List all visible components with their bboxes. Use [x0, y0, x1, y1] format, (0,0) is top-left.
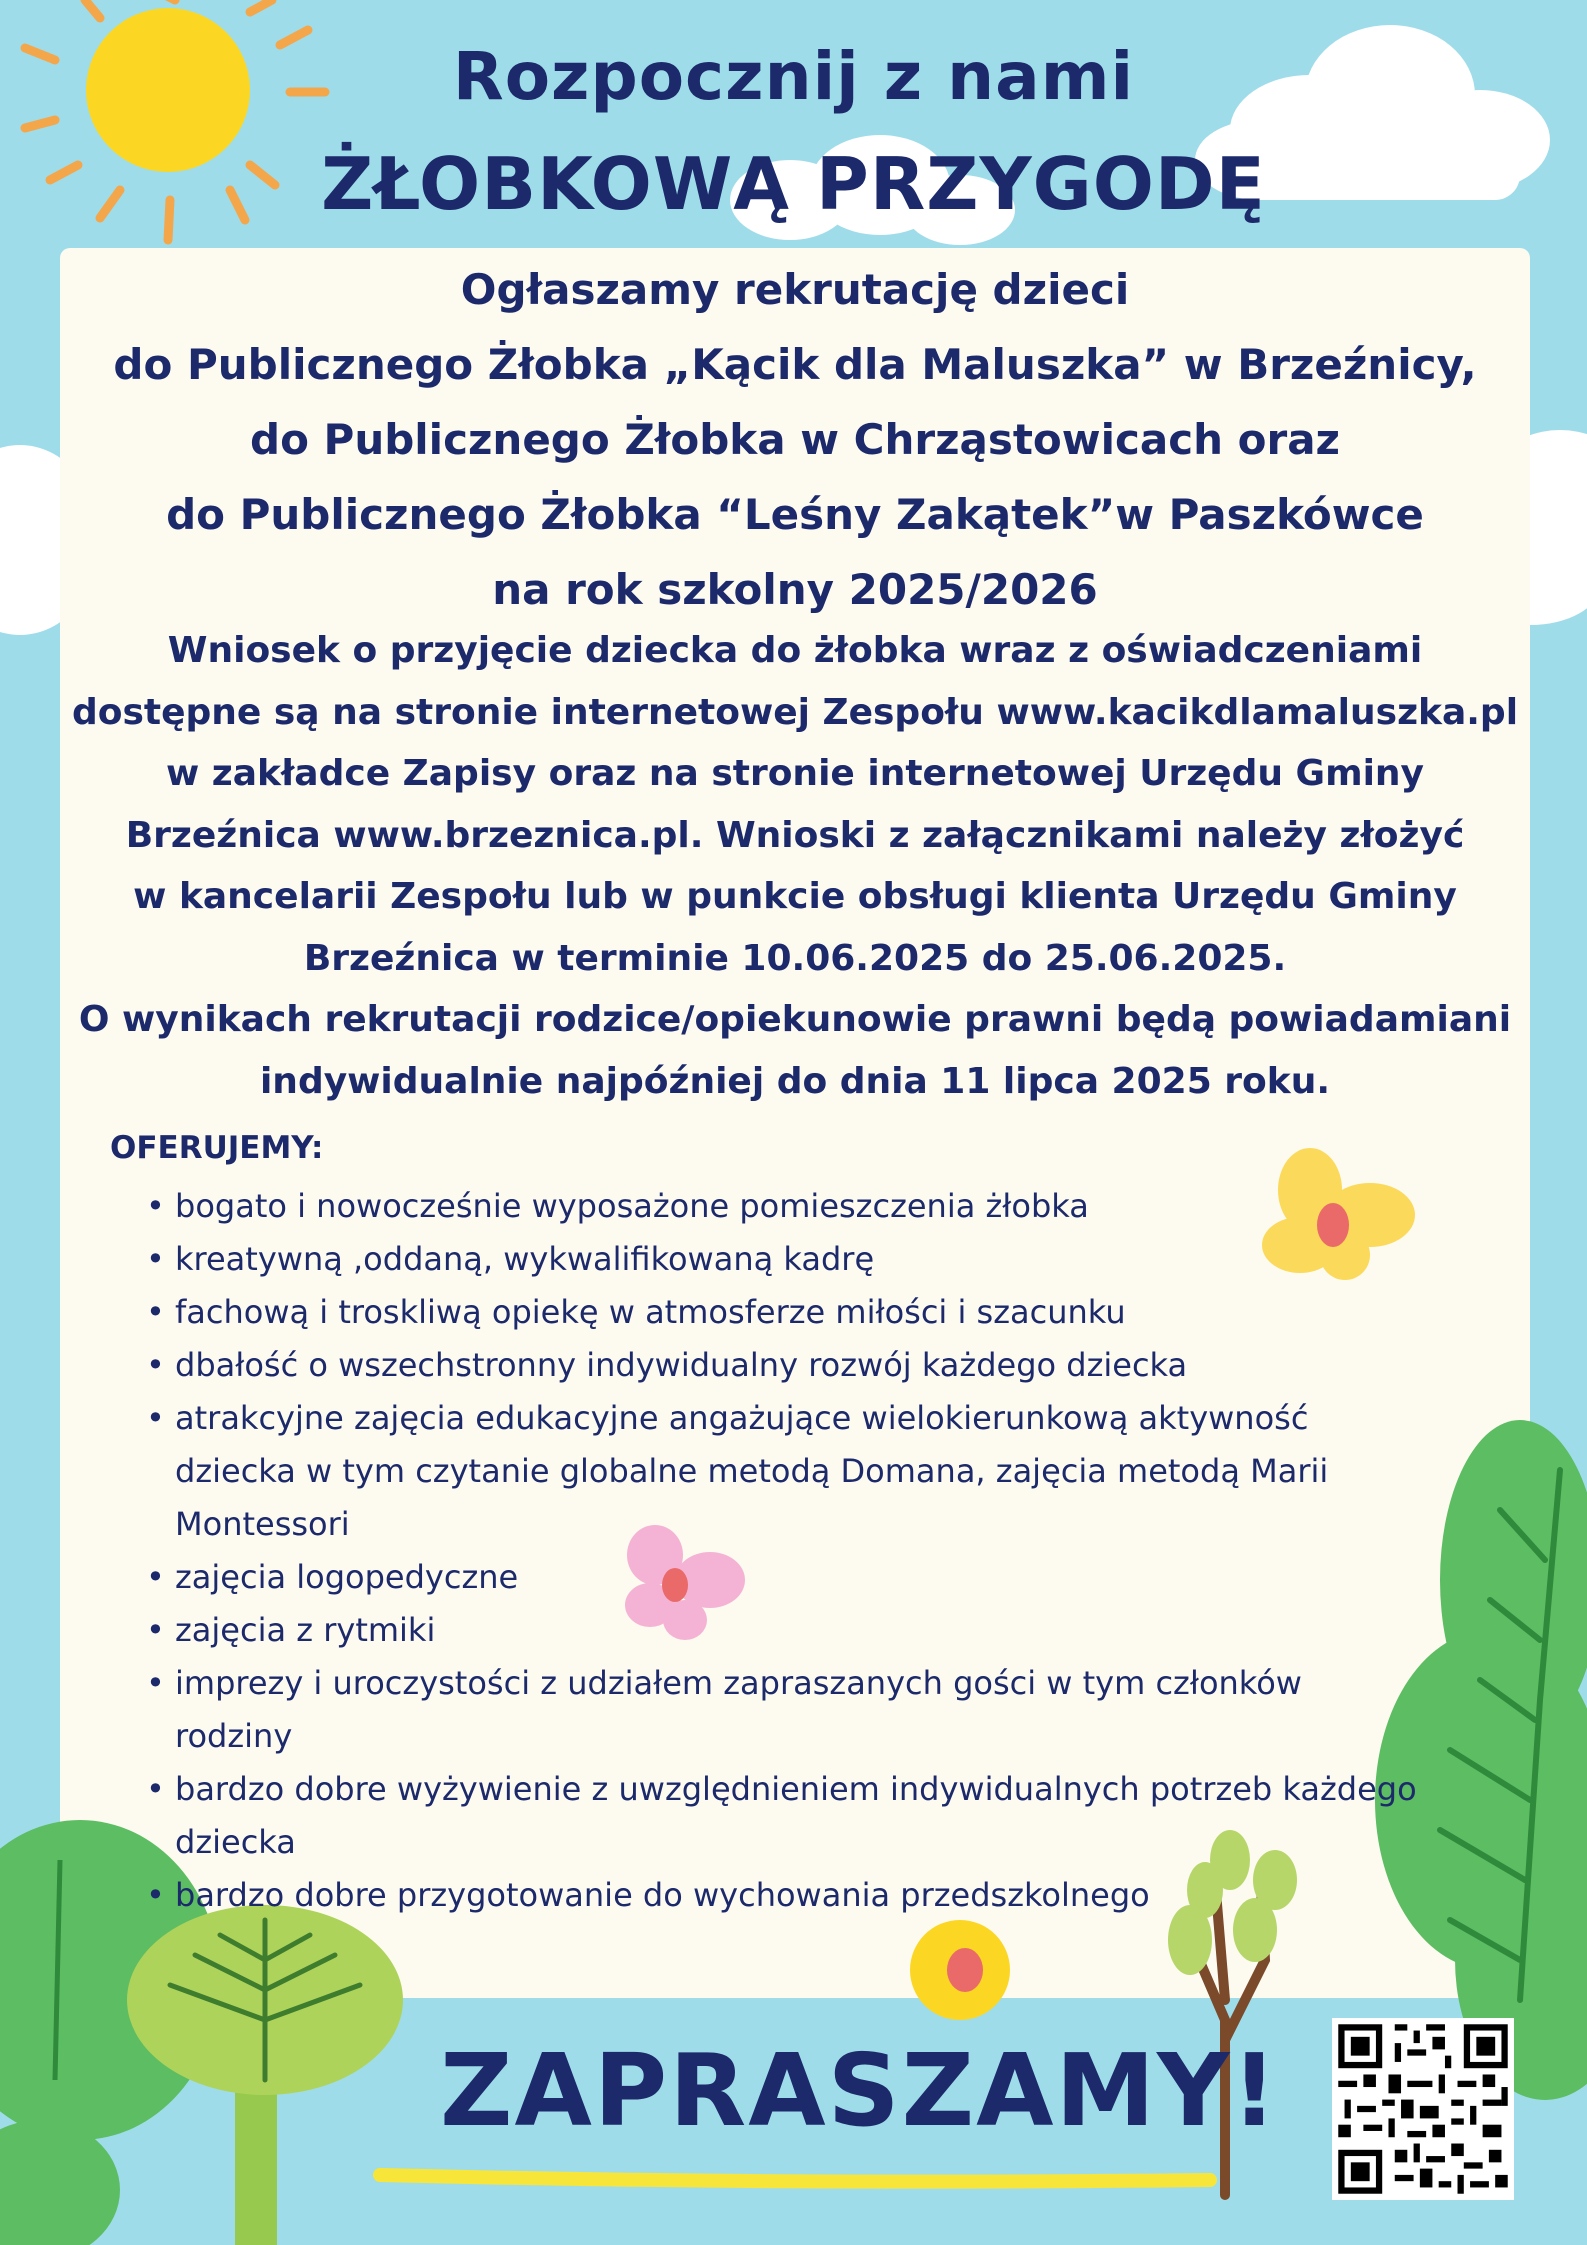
info-line: w kancelarii Zespołu lub w punkcie obsługi klienta Urzędu Gminy	[133, 876, 1457, 917]
bullet-icon: •	[146, 1611, 165, 1649]
offer-item-text: zajęcia z rytmiki	[175, 1611, 436, 1649]
offer-item	[110, 1233, 1490, 1286]
bullet-icon: •	[146, 1293, 165, 1331]
info-line: w zakładce Zapisy oraz na stronie internetowej Urzędu Gminy	[165, 753, 1425, 794]
bullet-icon: •	[146, 1240, 165, 1278]
offer-item	[110, 1551, 1490, 1604]
bullet-icon: •	[146, 1346, 165, 1384]
offer-item-text: bardzo dobre wyżywienie z uwzględnieniem indywidualnych potrzeb każdego	[175, 1770, 1417, 1808]
offer-item	[110, 1392, 1490, 1551]
offer-item-text: rodziny	[175, 1717, 293, 1755]
info-line: indywidualnie najpóźniej do dnia 11 lipca 2025 roku.	[259, 1060, 1331, 1102]
bullet-icon: •	[146, 1770, 165, 1808]
announcement-line: na rok szkolny 2025/2026	[492, 565, 1098, 614]
info-line: dostępne są na stronie internetowej Zespołu www.kacikdlamaluszka.pl	[71, 691, 1519, 733]
footer-title: ZAPRASZAMY!	[440, 2032, 1280, 2149]
bullet-icon: •	[146, 1876, 165, 1914]
bullet-icon: •	[146, 1187, 165, 1225]
offer-item-text: imprezy i uroczystości z udziałem zapraszanych gości w tym członków	[175, 1664, 1302, 1702]
announcement-line: do Publicznego Żłobka „Kącik dla Maluszka” w Brzeźnicy,	[113, 340, 1477, 389]
offer-item	[110, 1180, 1490, 1233]
announcement-line: do Publicznego Żłobka “Leśny Zakątek”w Paszkówce	[166, 490, 1424, 539]
bullet-icon: •	[146, 1664, 165, 1702]
offer-item-text: Montessori	[175, 1505, 350, 1543]
offer-item	[110, 1657, 1490, 1763]
offer-item-text: bogato i nowocześnie wyposażone pomieszczenia żłobka	[175, 1187, 1089, 1225]
header-line-1: Rozpocznij z nami	[452, 38, 1135, 115]
info-line: O wynikach rekrutacji rodzice/opiekunowie prawni będą powiadamiani	[78, 999, 1512, 1040]
offer-item-text: atrakcyjne zajęcia edukacyjne angażujące wielokierunkową aktywność	[175, 1399, 1309, 1437]
bullet-icon: •	[146, 1558, 165, 1596]
announcement	[60, 252, 1530, 627]
info-line: Wniosek o przyjęcie dziecka do żłobka wraz z oświadczeniami	[167, 630, 1423, 671]
info-line: Brzeźnica www.brzeznica.pl. Wnioski z załącznikami należy złożyć	[125, 814, 1465, 856]
offer-title: OFERUJEMY:	[110, 1130, 324, 1166]
bullet-icon: •	[146, 1399, 165, 1437]
announcement-line: do Publicznego Żłobka w Chrząstowicach oraz	[250, 415, 1340, 464]
offer-item-text: fachową i troskliwą opiekę w atmosferze miłości i szacunku	[175, 1293, 1126, 1331]
offer-list	[110, 1180, 1490, 1922]
offer-item-text: bardzo dobre przygotowanie do wychowania przedszkolnego	[175, 1876, 1150, 1914]
info-line: Brzeźnica w terminie 10.06.2025 do 25.06.2025.	[303, 937, 1287, 979]
qr-code-icon[interactable]	[1332, 2018, 1514, 2200]
offer-item	[110, 1339, 1490, 1392]
offer-item-text: dziecka w tym czytanie globalne metodą Domana, zajęcia metodą Marii	[175, 1452, 1329, 1490]
offer-item	[110, 1604, 1490, 1657]
offer-item-text: zajęcia logopedyczne	[175, 1558, 519, 1596]
header-line-2: ŻŁOBKOWĄ PRZYGODĘ	[321, 142, 1266, 226]
underline-stroke	[380, 2175, 1210, 2182]
offer-item-text: dziecka	[175, 1823, 296, 1861]
flower-icon	[910, 1920, 1010, 2020]
announcement-line: Ogłaszamy rekrutację dzieci	[460, 265, 1130, 314]
application-info	[60, 620, 1530, 1112]
offer-item-text: kreatywną ,oddaną, wykwalifikowaną kadrę	[175, 1240, 875, 1278]
offer-item	[110, 1869, 1490, 1922]
offer-item	[110, 1763, 1490, 1869]
offer-item	[110, 1286, 1490, 1339]
offer-item-text: dbałość o wszechstronny indywidualny rozwój każdego dziecka	[175, 1346, 1188, 1384]
